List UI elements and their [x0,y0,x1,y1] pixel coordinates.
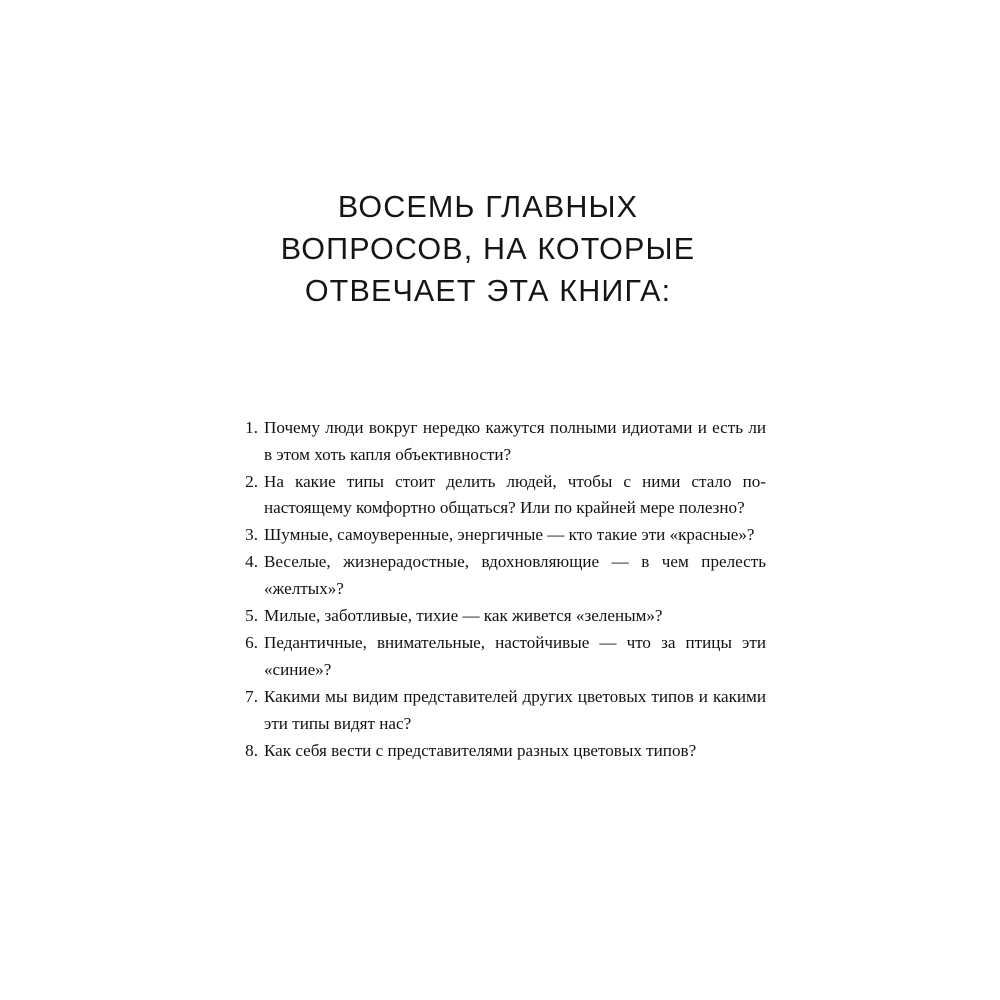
page-title-line-3: ОТВЕЧАЕТ ЭТА КНИГА: [304,274,672,308]
list-item-text: Милые, заботливые, тихие — как живется «зеленым»? [264,606,663,626]
page-title-line-1: ВОСЕМЬ ГЛАВНЫХ [337,190,639,224]
list-item-number: 4. [245,552,258,572]
list-item-text: Шумные, самоуверенные, энергичные — кто такие эти «красные»? [264,525,755,545]
list-item [238,522,766,549]
list-item-text: Почему люди вокруг нередко кажутся полными идиотами и есть ли в этом хоть капля объективности? [264,418,766,464]
list-item-text: Какими мы видим представителей других цветовых типов и какими эти типы видят нас? [264,686,766,733]
list-item-number: 5. [245,606,258,626]
question-list [238,415,766,765]
list-item [238,603,766,630]
list-item [238,738,766,765]
list-item-text: На какие типы стоит делить людей, чтобы с ними стало по-настоящему комфортно общаться? Или по крайней мере полезно? [264,471,766,518]
list-item [238,630,766,683]
list-item [238,549,766,602]
list-item-number: 8. [245,740,258,760]
list-item-text: Педантичные, внимательные, настойчивые — что за птицы эти «синие»? [264,633,766,679]
list-item-number: 1. [245,418,258,437]
page-title-line-2: ВОПРОСОВ, НА КОТОРЫЕ [280,232,696,266]
list-item-number: 6. [245,633,258,653]
list-item [238,469,766,522]
list-item-number: 2. [245,471,258,491]
list-item [238,415,766,468]
list-item-number: 7. [245,686,258,706]
list-item-text: Как себя вести с представителями разных цветовых типов? [264,740,697,760]
list-item-text: Веселые, жизнерадостные, вдохновляющие — в чем прелесть «желтых»? [264,552,766,599]
page-title [238,186,738,312]
list-item [238,684,766,737]
list-item-number: 3. [245,525,258,545]
